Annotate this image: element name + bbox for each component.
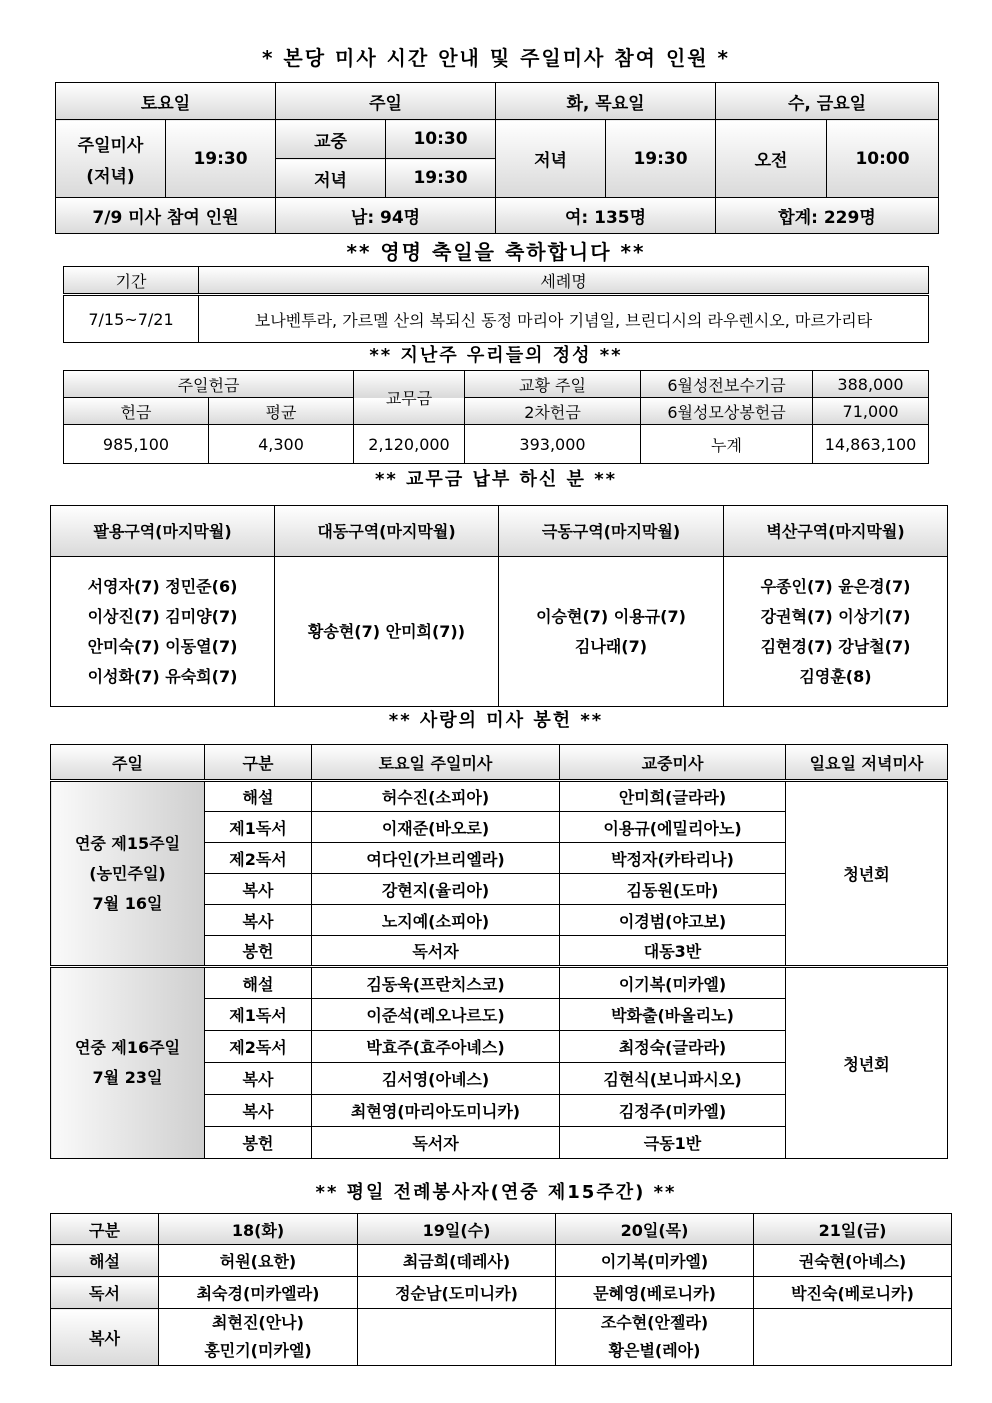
role-cell: 복사 <box>205 905 312 936</box>
average-value: 4,300 <box>209 425 354 464</box>
statue-offering-value: 71,000 <box>813 398 929 425</box>
role-cell: 봉헌 <box>205 936 312 967</box>
love-mass-table <box>50 744 948 1159</box>
main-mass-server: 극동1반 <box>560 1127 786 1159</box>
role-cell: 복사 <box>205 1095 312 1127</box>
mass-schedule-table <box>55 82 939 234</box>
saturday-server: 강현지(율리아) <box>312 874 560 905</box>
feast-header-names: 세례명 <box>199 267 929 295</box>
saturday-server: 김서영(아녜스) <box>312 1063 560 1095</box>
main-mass-server: 김동원(도마) <box>560 874 786 905</box>
attendance-female: 여: 135명 <box>496 198 716 234</box>
district-header: 극동구역(마지막월) <box>499 506 724 557</box>
table-row <box>51 1245 952 1277</box>
saturday-time: 19:30 <box>166 120 276 198</box>
offering-title: ** 지난주 우리들의 정성 ** <box>369 345 623 366</box>
role-cell: 봉헌 <box>205 1127 312 1159</box>
main-mass-server: 이기복(미카엘) <box>560 967 786 999</box>
saturday-mass-label: 주일미사 (저녁) <box>56 120 166 198</box>
parish-dues-value: 2,120,000 <box>354 425 465 464</box>
wed-fri-label: 오전 <box>716 120 827 198</box>
main-mass-server: 이용규(에밀리아노) <box>560 812 786 843</box>
weekday-title: ** 평일 전례봉사자(연중 제15주간) ** <box>315 1182 677 1203</box>
header-tue-thu: 화, 목요일 <box>496 83 716 120</box>
table-row <box>51 1277 952 1309</box>
saturday-server: 허수진(소피아) <box>312 781 560 812</box>
cumulative-label: 누계 <box>641 425 813 464</box>
sunday-row-time: 10:30 <box>386 120 496 159</box>
dues-title: ** 교무금 납부 하신 분 ** <box>374 469 618 490</box>
role-cell: 복사 <box>205 1063 312 1095</box>
statue-offering-label: 6월성모상봉헌금 <box>641 398 813 425</box>
love-header: 주일 <box>51 745 205 781</box>
offering-table <box>63 370 929 464</box>
weekday-cell: 최현진(안나) 홍민기(미카엘) <box>159 1309 358 1366</box>
week2-evening: 청년회 <box>786 967 948 1159</box>
weekday-header: 구분 <box>51 1214 159 1245</box>
cash-value: 985,100 <box>64 425 209 464</box>
table-row <box>51 781 948 812</box>
weekday-cell: 박진숙(베로니카) <box>754 1277 952 1309</box>
feast-names: 보나벤투라, 가르멜 산의 복되신 동정 마리아 기념일, 브린디시의 라우렌시오, 마르가리타 <box>199 295 929 343</box>
week1-evening: 청년회 <box>786 781 948 967</box>
tue-thu-time: 19:30 <box>606 120 716 198</box>
main-mass-server: 박화출(바올리노) <box>560 999 786 1031</box>
role-cell: 해설 <box>205 967 312 999</box>
feast-table <box>63 266 929 343</box>
saturday-server: 이재준(바오로) <box>312 812 560 843</box>
cash-label: 헌금 <box>64 398 209 425</box>
main-mass-server: 최정숙(글라라) <box>560 1031 786 1063</box>
weekday-header: 21일(금) <box>754 1214 952 1245</box>
weekday-header: 18(화) <box>159 1214 358 1245</box>
attendance-total: 합계: 229명 <box>716 198 939 234</box>
weekday-role: 복사 <box>51 1309 159 1366</box>
sunday-row-time: 19:30 <box>386 159 496 198</box>
saturday-server: 최현영(마리아도미니카) <box>312 1095 560 1127</box>
weekday-role: 독서 <box>51 1277 159 1309</box>
love-header: 교중미사 <box>560 745 786 781</box>
header-sunday: 주일 <box>276 83 496 120</box>
week1-label: 연중 제15주일 (농민주일) 7월 16일 <box>51 781 205 967</box>
sunday-offering-label: 주일헌금 <box>64 371 354 398</box>
district-daedong-names: 황송현(7) 안미희(7)) <box>275 557 499 707</box>
weekday-cell: 정순남(도미니카) <box>358 1277 556 1309</box>
saturday-server: 이준석(레오나르도) <box>312 999 560 1031</box>
main-mass-server: 이경범(야고보) <box>560 905 786 936</box>
love-header: 일요일 저녁미사 <box>786 745 948 781</box>
love-mass-title: ** 사랑의 미사 봉헌 ** <box>388 710 604 731</box>
role-cell: 제1독서 <box>205 812 312 843</box>
feast-period: 7/15~7/21 <box>64 295 199 343</box>
feast-title: ** 영명 축일을 축하합니다 ** <box>346 240 646 264</box>
weekday-role: 해설 <box>51 1245 159 1277</box>
role-cell: 제2독서 <box>205 1031 312 1063</box>
header-wed-fri: 수, 금요일 <box>716 83 939 120</box>
main-mass-server: 김정주(미카엘) <box>560 1095 786 1127</box>
love-header: 토요일 주일미사 <box>312 745 560 781</box>
feast-header-period: 기간 <box>64 267 199 295</box>
fund-value: 388,000 <box>813 371 929 398</box>
attendance-male: 남: 94명 <box>276 198 496 234</box>
saturday-server: 박효주(효주아녜스) <box>312 1031 560 1063</box>
role-cell: 복사 <box>205 874 312 905</box>
saturday-server: 독서자 <box>312 1127 560 1159</box>
weekday-cell: 조수현(안젤라) 황은별(레아) <box>556 1309 754 1366</box>
tue-thu-label: 저녁 <box>496 120 606 198</box>
week2-label: 연중 제16주일 7월 23일 <box>51 967 205 1159</box>
sunday-row-label: 저녁 <box>276 159 386 198</box>
saturday-server: 노지예(소피아) <box>312 905 560 936</box>
pope-value: 393,000 <box>465 425 641 464</box>
saturday-server: 독서자 <box>312 936 560 967</box>
district-header: 벽산구역(마지막월) <box>724 506 948 557</box>
weekday-header: 20일(목) <box>556 1214 754 1245</box>
main-mass-server: 김현식(보니파시오) <box>560 1063 786 1095</box>
saturday-server: 김동욱(프란치스코) <box>312 967 560 999</box>
weekday-cell: 권숙현(아녜스) <box>754 1245 952 1277</box>
main-mass-server: 대동3반 <box>560 936 786 967</box>
love-header: 구분 <box>205 745 312 781</box>
pope-sunday-label: 교황 주일 <box>465 371 641 398</box>
table-row <box>51 1309 952 1366</box>
role-cell: 제2독서 <box>205 843 312 874</box>
cumulative-value: 14,863,100 <box>813 425 929 464</box>
district-header: 대동구역(마지막월) <box>275 506 499 557</box>
sunday-row-label: 교중 <box>276 120 386 159</box>
weekday-cell <box>358 1309 556 1366</box>
district-palyong-names: 서영자(7) 정민준(6) 이상진(7) 김미양(7) 안미숙(7) 이동열(7) 이성화(7) 유숙희(7) <box>51 557 275 707</box>
weekday-cell: 이기복(미카엘) <box>556 1245 754 1277</box>
role-cell: 해설 <box>205 781 312 812</box>
role-cell: 제1독서 <box>205 999 312 1031</box>
second-collection-label: 2차헌금 <box>465 398 641 425</box>
main-mass-server: 안미희(글라라) <box>560 781 786 812</box>
wed-fri-time: 10:00 <box>827 120 939 198</box>
table-row <box>51 967 948 999</box>
weekday-cell: 최금희(데레사) <box>358 1245 556 1277</box>
attendance-label: 7/9 미사 참여 인원 <box>56 198 276 234</box>
main-mass-server: 박정자(카타리나) <box>560 843 786 874</box>
page-title: * 본당 미사 시간 안내 및 주일미사 참여 인원 * <box>261 46 731 70</box>
fund-label: 6월성전보수기금 <box>641 371 813 398</box>
weekday-header: 19일(수) <box>358 1214 556 1245</box>
parish-dues-label: 교무금 <box>354 371 465 425</box>
weekday-cell: 최숙경(미카엘라) <box>159 1277 358 1309</box>
district-header: 팔용구역(마지막월) <box>51 506 275 557</box>
header-saturday: 토요일 <box>56 83 276 120</box>
average-label: 평균 <box>209 398 354 425</box>
weekday-table <box>50 1213 952 1366</box>
saturday-server: 여다인(가브리엘라) <box>312 843 560 874</box>
weekday-cell: 문혜영(베로니카) <box>556 1277 754 1309</box>
weekday-cell <box>754 1309 952 1366</box>
district-geukdong-names: 이승현(7) 이용규(7) 김나래(7) <box>499 557 724 707</box>
dues-table <box>50 505 948 707</box>
weekday-cell: 허원(요한) <box>159 1245 358 1277</box>
district-byeoksan-names: 우종인(7) 윤은경(7) 강권혁(7) 이상기(7) 김현경(7) 강남철(7) 김영훈(8) <box>724 557 948 707</box>
